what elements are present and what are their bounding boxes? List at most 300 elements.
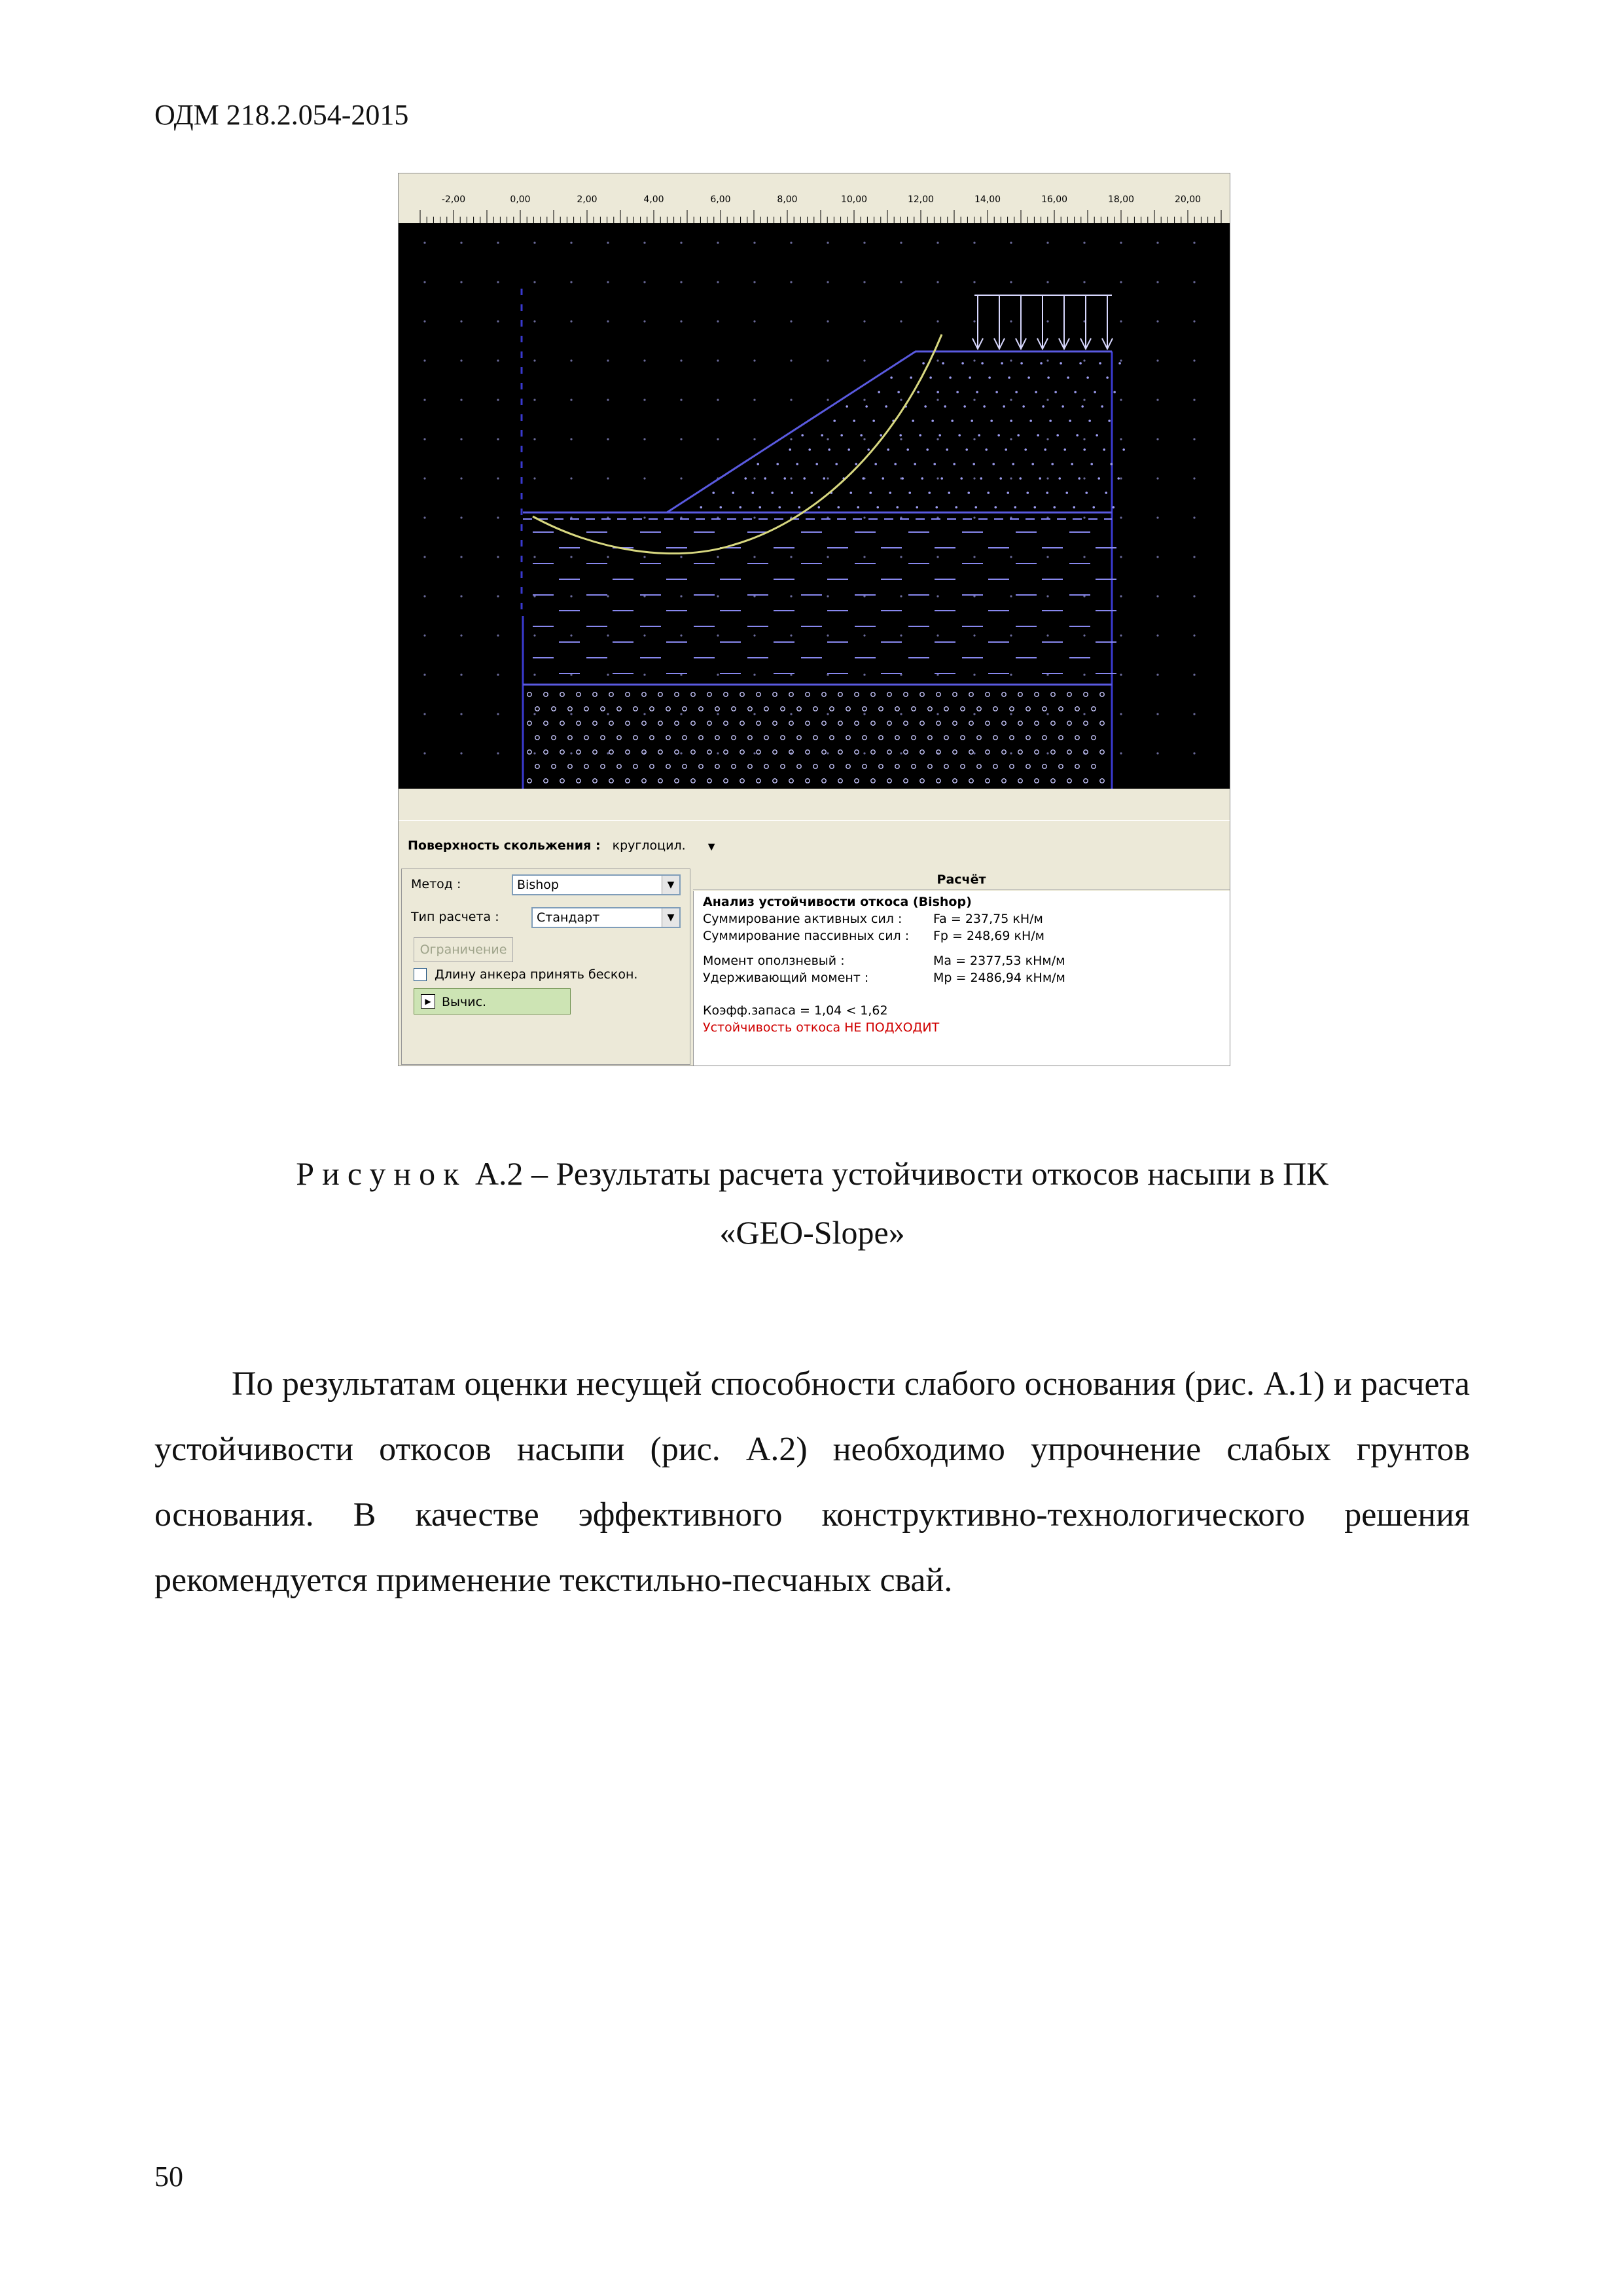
sand-grain	[928, 736, 932, 740]
compute-button[interactable]	[414, 988, 571, 1014]
fill-dot	[944, 405, 946, 408]
fill-dot	[1042, 405, 1044, 408]
grid-dot	[1120, 281, 1122, 283]
sand-grain	[584, 764, 588, 768]
grid-dot	[533, 359, 535, 361]
fill-dot	[1012, 463, 1014, 465]
ruler-label: 16,00	[1041, 194, 1068, 205]
grid-dot	[1083, 556, 1085, 558]
sand-grain	[601, 736, 605, 740]
figure-caption-label: Рисунок	[296, 1155, 467, 1192]
fill-dot	[997, 434, 1000, 437]
sand-grain	[535, 707, 539, 711]
sand-grain	[683, 707, 687, 711]
calc-type-select-value: Стандарт	[537, 910, 600, 925]
grid-dot	[1010, 438, 1012, 440]
grid-dot	[900, 752, 902, 754]
fill-dot	[771, 492, 774, 494]
grid-dot	[460, 516, 462, 518]
fill-dot	[951, 420, 954, 422]
sand-grain	[1051, 721, 1055, 725]
results-header: Расчёт	[693, 870, 1230, 890]
sand-grain	[1100, 779, 1104, 783]
grid-dot	[607, 242, 609, 243]
sand-grain	[626, 692, 630, 696]
grid-dot	[533, 713, 535, 715]
grid-dot	[423, 359, 425, 361]
sand-grain	[986, 721, 990, 725]
grid-dot	[1120, 556, 1122, 558]
fill-dot	[1108, 420, 1111, 422]
fill-dot	[732, 492, 734, 494]
sand-grain	[773, 779, 777, 783]
grid-dot	[607, 752, 609, 754]
fill-dot	[940, 477, 943, 480]
grid-dot	[973, 673, 975, 675]
grid-dot	[753, 242, 755, 243]
grid-dot	[680, 752, 682, 754]
fill-dot	[1003, 405, 1005, 408]
fill-dot	[976, 391, 978, 393]
sand-grain	[936, 779, 940, 783]
sand-grain	[953, 750, 957, 754]
body-paragraph: По результатам оценки несущей способности слабого основания (рис. А.1) и расчета устойчивости откосов насыпи (рис. А.2) необходимо упрочнение слабых грунтов основания. В качестве эффективного конструктивно-технологического решения рекомендуется применение текстильно-песчаных свай.	[154, 1365, 1470, 1599]
sand-grain	[609, 750, 613, 754]
grid-dot	[790, 399, 792, 401]
fill-dot	[1040, 362, 1043, 365]
grid-dot	[460, 320, 462, 322]
sand-grain	[715, 764, 719, 768]
grid-dot	[607, 320, 609, 322]
grid-dot	[1083, 516, 1085, 518]
grid-dot	[497, 556, 499, 558]
grid-dot	[1193, 281, 1195, 283]
grid-dot	[460, 359, 462, 361]
grid-dot	[1046, 752, 1048, 754]
grid-dot	[1046, 359, 1048, 361]
grid-dot	[680, 634, 682, 636]
fill-dot	[980, 477, 982, 480]
grid-dot	[900, 242, 902, 243]
sand-grain	[838, 750, 842, 754]
fill-dot	[917, 391, 919, 393]
fill-dot	[983, 405, 986, 408]
sand-grain	[544, 721, 548, 725]
active-forces-value: Fa = 237,75 кН/м	[933, 912, 1043, 926]
grid-dot	[863, 320, 865, 322]
sand-grain	[789, 779, 793, 783]
grid-dot	[423, 438, 425, 440]
fill-dot	[1044, 448, 1046, 451]
fill-dot	[1014, 506, 1016, 509]
page-number: 50	[154, 2161, 183, 2193]
grid-dot	[1156, 477, 1158, 479]
grid-dot	[607, 359, 609, 361]
sand-grain	[593, 750, 597, 754]
sand-grain	[609, 721, 613, 725]
grid-dot	[753, 556, 755, 558]
fill-dot	[1105, 492, 1107, 494]
sand-grain	[1035, 779, 1039, 783]
sand-grain	[1051, 779, 1055, 783]
grid-dot	[827, 438, 829, 440]
grid-dot	[1010, 595, 1012, 597]
sand-grain	[707, 721, 711, 725]
fill-dot	[1047, 376, 1050, 379]
grid-dot	[827, 242, 829, 243]
grid-dot	[1120, 713, 1122, 715]
grid-dot	[460, 556, 462, 558]
sand-grain	[642, 779, 646, 783]
ruler-label: 14,00	[974, 194, 1001, 205]
anchor-checkbox-label: Длину анкера принять бескон.	[435, 967, 638, 982]
sand-grain	[920, 692, 924, 696]
grid-dot	[1120, 516, 1122, 518]
grid-dot	[973, 477, 975, 479]
chevron-down-icon[interactable]: ▼	[707, 842, 715, 852]
grid-dot	[863, 359, 865, 361]
grid-dot	[643, 438, 645, 440]
grid-dot	[1193, 634, 1195, 636]
grid-dot	[643, 516, 645, 518]
fill-dot	[700, 506, 702, 509]
grid-dot	[533, 673, 535, 675]
sand-grain	[650, 736, 654, 740]
grid-dot	[863, 438, 865, 440]
fill-dot	[1092, 506, 1095, 509]
grid-dot	[680, 556, 682, 558]
sand-grain	[879, 764, 883, 768]
sand-grain	[830, 764, 834, 768]
sand-grain	[887, 779, 891, 783]
ruler-label: 0,00	[510, 194, 531, 205]
sand-grain	[560, 750, 564, 754]
sand-grain	[813, 707, 817, 711]
grid-dot	[1010, 477, 1012, 479]
grid-dot	[827, 634, 829, 636]
sand-grain	[560, 779, 564, 783]
grid-dot	[1046, 713, 1048, 715]
grid-dot	[827, 595, 829, 597]
fill-dot	[933, 463, 936, 465]
grid-dot	[460, 438, 462, 440]
fill-dot	[919, 434, 921, 437]
sand-grain	[830, 736, 834, 740]
grid-dot	[497, 713, 499, 715]
sand-grain	[724, 779, 728, 783]
sand-grain	[609, 779, 613, 783]
grid-dot	[973, 634, 975, 636]
grid-dot	[497, 242, 499, 243]
sand-grain	[855, 721, 859, 725]
sand-grain	[953, 721, 957, 725]
grid-dot	[533, 320, 535, 322]
sand-grain	[928, 764, 932, 768]
sand-grain	[626, 721, 630, 725]
sand-grain	[797, 707, 801, 711]
grid-dot	[607, 438, 609, 440]
sand-grain	[1002, 779, 1006, 783]
sand-grain	[666, 736, 670, 740]
fill-dot	[924, 405, 927, 408]
grid-dot	[827, 359, 829, 361]
fill-dot	[912, 420, 914, 422]
calc-type-select[interactable]	[531, 907, 681, 928]
grid-dot	[1010, 320, 1012, 322]
sand-grain	[1100, 692, 1104, 696]
sand-grain	[633, 764, 637, 768]
fill-dot	[972, 463, 975, 465]
sand-grain	[1018, 750, 1022, 754]
fill-dot	[948, 492, 950, 494]
grid-dot	[460, 752, 462, 754]
sand-grain	[527, 721, 531, 725]
fill-dot	[1019, 477, 1022, 480]
sand-grain	[707, 779, 711, 783]
grid-dot	[643, 673, 645, 675]
anchor-length-option[interactable]	[414, 967, 637, 982]
fill-dot	[1076, 434, 1079, 437]
geo-slope-screenshot	[398, 173, 1230, 1066]
sand-grain	[764, 707, 768, 711]
sand-grain	[642, 721, 646, 725]
sand-grain	[789, 721, 793, 725]
sand-grain	[609, 692, 613, 696]
fill-dot	[1022, 405, 1025, 408]
grid-dot	[643, 713, 645, 715]
fill-dot	[835, 463, 838, 465]
grid-dot	[827, 713, 829, 715]
grid-dot	[1156, 281, 1158, 283]
sand-grain	[887, 692, 891, 696]
grid-dot	[1046, 595, 1048, 597]
grid-dot	[1010, 713, 1012, 715]
sand-grain	[1043, 736, 1046, 740]
grid-dot	[643, 634, 645, 636]
fill-dot	[757, 463, 759, 465]
sand-grain	[920, 779, 924, 783]
grid-dot	[570, 634, 572, 636]
grid-dot	[680, 399, 682, 401]
grid-dot	[460, 595, 462, 597]
grid-dot	[1010, 281, 1012, 283]
fill-dot	[1037, 434, 1039, 437]
fill-dot	[878, 391, 880, 393]
fill-dot	[1031, 463, 1034, 465]
fill-dot	[869, 492, 872, 494]
sand-grain	[633, 736, 637, 740]
chevron-down-icon[interactable]: ▼	[662, 908, 679, 927]
grid-dot	[753, 281, 755, 283]
grid-dot	[827, 477, 829, 479]
grid-dot	[680, 320, 682, 322]
grid-dot	[1156, 242, 1158, 243]
grid-dot	[423, 399, 425, 401]
sand-grain	[977, 736, 981, 740]
figure-caption-line-2: «GEO-Slope»	[719, 1214, 905, 1251]
fill-dot	[817, 506, 820, 509]
sand-grain	[879, 707, 883, 711]
grid-dot	[497, 477, 499, 479]
fill-dot	[1061, 405, 1064, 408]
grid-dot	[790, 320, 792, 322]
sand-grain	[707, 692, 711, 696]
method-label: Метод :	[411, 877, 461, 891]
slip-surface-select[interactable]: круглоцил.	[612, 838, 686, 853]
grid-dot	[460, 713, 462, 715]
analysis-title: Анализ устойчивости откоса (Bishop)	[703, 895, 972, 909]
grid-dot	[533, 242, 535, 243]
fill-dot	[853, 420, 855, 422]
grid-dot	[973, 556, 975, 558]
sand-grain	[527, 779, 531, 783]
grid-dot	[1156, 713, 1158, 715]
grid-dot	[607, 673, 609, 675]
fill-dot	[985, 448, 988, 451]
sand-grain	[732, 707, 736, 711]
sand-grain	[544, 750, 548, 754]
fill-dot	[1049, 420, 1052, 422]
sand-grain	[527, 692, 531, 696]
sand-grain	[797, 736, 801, 740]
fill-dot	[837, 506, 840, 509]
grid-dot	[1010, 673, 1012, 675]
grid-dot	[717, 595, 719, 597]
grid-dot	[570, 359, 572, 361]
grid-dot	[790, 595, 792, 597]
grid-dot	[1193, 516, 1195, 518]
grid-dot	[497, 516, 499, 518]
grid-dot	[936, 438, 938, 440]
sand-grain	[1026, 736, 1030, 740]
grid-dot	[1156, 752, 1158, 754]
sand-grain	[740, 750, 744, 754]
fill-dot	[1122, 448, 1125, 451]
sand-grain	[1010, 707, 1014, 711]
sand-grain	[773, 721, 777, 725]
sand-grain	[1092, 707, 1096, 711]
sand-grain	[871, 692, 875, 696]
grid-dot	[1156, 320, 1158, 322]
fill-dot	[823, 477, 825, 480]
sand-grain	[1051, 692, 1055, 696]
sand-grain	[887, 721, 891, 725]
ruler-label: 2,00	[577, 194, 597, 205]
sand-grain	[1018, 692, 1022, 696]
sand-grain	[1092, 736, 1096, 740]
fill-dot	[865, 405, 868, 408]
sand-grain	[1059, 707, 1063, 711]
sand-grain	[724, 692, 728, 696]
fill-dot	[885, 405, 887, 408]
grid-dot	[936, 359, 938, 361]
slip-surface-curve	[533, 334, 942, 554]
grid-dot	[1046, 556, 1048, 558]
grid-dot	[460, 477, 462, 479]
grid-dot	[1156, 359, 1158, 361]
grid-dot	[1046, 399, 1048, 401]
method-select[interactable]	[512, 874, 681, 895]
grid-dot	[753, 399, 755, 401]
grid-dot	[717, 752, 719, 754]
sand-grain	[1043, 764, 1046, 768]
grid-dot	[1193, 595, 1195, 597]
sand-grain	[1092, 764, 1096, 768]
sand-grain	[584, 736, 588, 740]
fill-dot	[1094, 391, 1096, 393]
grid-dot	[863, 556, 865, 558]
grid-dot	[1046, 320, 1048, 322]
grid-dot	[497, 281, 499, 283]
sand-grain	[993, 707, 997, 711]
grid-dot	[936, 320, 938, 322]
grid-dot	[423, 595, 425, 597]
safety-factor: Коэфф.запаса = 1,04 < 1,62	[703, 1003, 888, 1018]
chevron-down-icon[interactable]: ▼	[662, 876, 679, 894]
sand-grain	[699, 764, 703, 768]
grid-dot	[570, 477, 572, 479]
sand-grain	[1067, 750, 1071, 754]
fill-dot	[758, 506, 761, 509]
limit-button[interactable]: Ограничение	[414, 937, 513, 962]
fill-dot	[914, 463, 916, 465]
fill-dot	[867, 448, 870, 451]
sand-grain	[658, 779, 662, 783]
grid-dot	[423, 242, 425, 243]
fill-dot	[946, 448, 948, 451]
grid-dot	[1193, 359, 1195, 361]
grid-dot	[790, 556, 792, 558]
fill-dot	[974, 506, 977, 509]
grid-dot	[643, 242, 645, 243]
calculation-panel	[399, 789, 1230, 1066]
fill-dot	[1035, 391, 1037, 393]
sand-grain	[535, 764, 539, 768]
sand-grain	[887, 750, 891, 754]
sand-grain	[724, 721, 728, 725]
grid-dot	[827, 399, 829, 401]
fill-dot	[810, 492, 813, 494]
grid-dot	[863, 399, 865, 401]
sand-grain	[1075, 764, 1079, 768]
sand-grain	[552, 707, 556, 711]
sand-grain	[1035, 692, 1039, 696]
sand-grain	[748, 707, 752, 711]
fill-dot	[956, 391, 959, 393]
sand-grain	[1084, 692, 1088, 696]
grid-dot	[1120, 399, 1122, 401]
grid-dot	[497, 320, 499, 322]
fill-dot	[796, 463, 798, 465]
holding-moment-label: Удерживающий момент :	[703, 971, 869, 985]
grid-dot	[790, 634, 792, 636]
ruler-label: 18,00	[1107, 194, 1135, 205]
fill-dot	[833, 420, 836, 422]
ruler-label: 20,00	[1174, 194, 1202, 205]
anchor-checkbox[interactable]	[414, 968, 427, 981]
sand-grain	[789, 692, 793, 696]
sand-grain	[977, 707, 981, 711]
sand-grain	[993, 736, 997, 740]
sand-grain	[961, 764, 965, 768]
grid-dot	[936, 556, 938, 558]
grid-dot	[936, 713, 938, 715]
sand-grain	[593, 779, 597, 783]
fill-dot	[808, 448, 811, 451]
sand-grain	[1067, 721, 1071, 725]
sand-grain	[601, 707, 605, 711]
ruler-label: 6,00	[710, 194, 731, 205]
